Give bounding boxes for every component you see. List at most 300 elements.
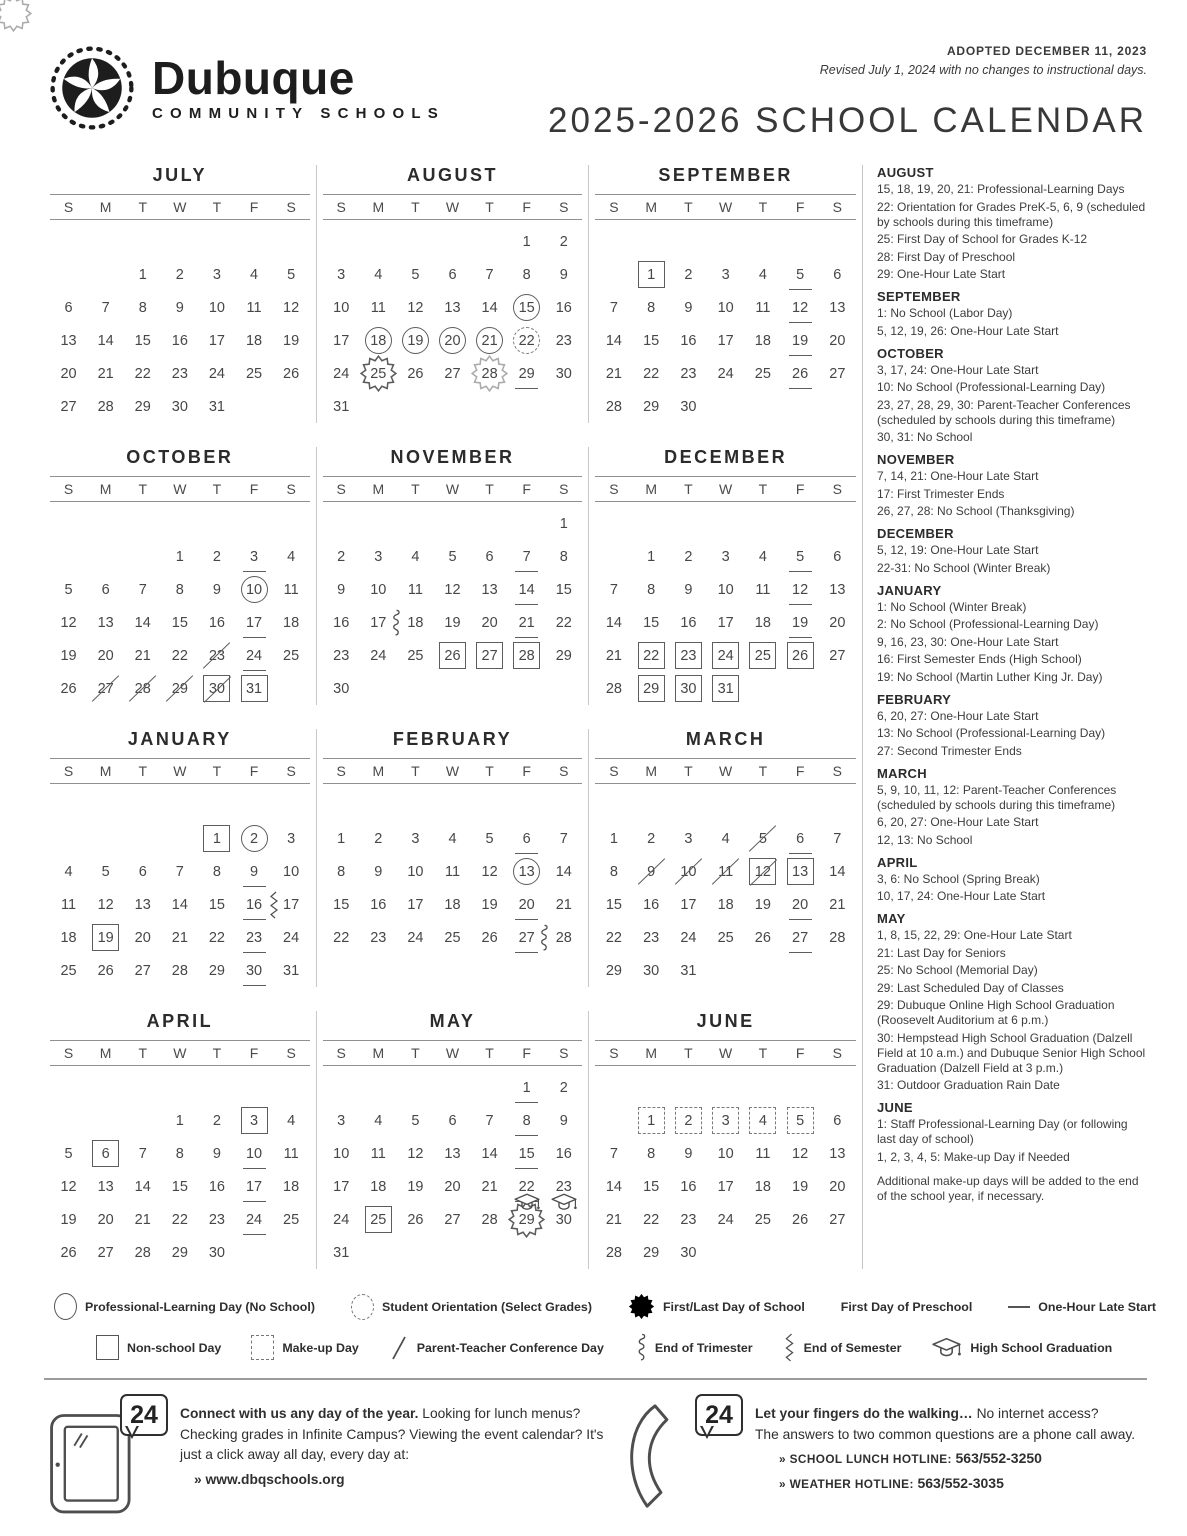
day [787, 294, 814, 321]
day [365, 609, 392, 636]
legend [44, 1293, 1157, 1362]
day [513, 1074, 540, 1101]
dow-label: S [832, 481, 843, 497]
day-cell [670, 888, 707, 921]
day-number: 10 [370, 581, 387, 598]
day-number: 22 [208, 929, 225, 946]
day-cell [323, 1170, 360, 1203]
day [638, 327, 665, 354]
events-list [877, 165, 1147, 1165]
day-cell [50, 1203, 87, 1236]
day-cell [434, 921, 471, 954]
website-link[interactable]: » www.dbqschools.org [194, 1472, 345, 1488]
day-cell [235, 1236, 272, 1269]
day-cell [397, 357, 434, 390]
day-number: 28 [829, 929, 846, 946]
day-cell [273, 225, 310, 258]
day [241, 1140, 268, 1167]
day-number: 21 [97, 365, 114, 382]
legend-item [1008, 1300, 1156, 1314]
day [328, 1173, 355, 1200]
day-cell [471, 225, 508, 258]
day-number: 10 [407, 863, 424, 880]
day-cell [545, 1071, 582, 1104]
month-title: DECEMBER [664, 447, 788, 467]
day-cell [434, 1236, 471, 1269]
day-cell [198, 1236, 235, 1269]
day-cell [87, 1170, 124, 1203]
day [55, 360, 82, 387]
day-cell [471, 1236, 508, 1269]
sidebar-month-title: FEBRUARY [877, 691, 952, 707]
day [600, 924, 627, 951]
day-number: 29 [208, 962, 225, 979]
day-cell [434, 606, 471, 639]
day [513, 858, 540, 885]
day-number: 31 [717, 680, 734, 697]
month-title: AUGUST [406, 165, 498, 185]
day [166, 327, 193, 354]
day-number: 4 [64, 863, 73, 880]
district-logo [44, 40, 445, 136]
day-cell [819, 258, 856, 291]
day-number: 6 [448, 266, 457, 283]
day-cell [707, 324, 744, 357]
day-number: 26 [97, 962, 114, 979]
day-number: 17 [333, 332, 350, 349]
day-number: 8 [337, 863, 346, 880]
dow-label: T [684, 199, 693, 215]
day-cell [161, 888, 198, 921]
day-cell [471, 540, 508, 573]
legend-label: End of Semester [803, 1340, 902, 1355]
dow-row [50, 194, 310, 220]
day [600, 1206, 627, 1233]
sidebar-event: 6, 20, 27: One-Hour Late Start [877, 815, 1039, 829]
badge-24-phone: 24 [695, 1394, 743, 1436]
day-number: 12 [792, 581, 809, 598]
day-number: 13 [481, 581, 498, 598]
day-cell [273, 540, 310, 573]
day [824, 327, 851, 354]
day [203, 1206, 230, 1233]
day-cell [434, 1071, 471, 1104]
day-cell [782, 324, 819, 357]
day-number: 23 [245, 929, 263, 946]
day-cell [782, 507, 819, 540]
day-number: 16 [208, 1178, 225, 1195]
day-cell [633, 1236, 670, 1269]
month-title: MARCH [685, 729, 766, 749]
day-cell [545, 258, 582, 291]
day-cell [508, 606, 545, 639]
day-number: 21 [605, 647, 622, 664]
day-cell [50, 855, 87, 888]
day [278, 1173, 305, 1200]
dow-label: W [173, 1045, 187, 1061]
day [241, 642, 268, 669]
day-cell [633, 789, 670, 822]
day-cell [434, 822, 471, 855]
day [166, 924, 193, 951]
day-number: 17 [245, 1178, 263, 1195]
day-number: 29 [555, 647, 572, 664]
dow-row [323, 758, 583, 784]
day [749, 825, 776, 852]
day-number: 19 [407, 1178, 424, 1195]
day [365, 543, 392, 570]
day [402, 924, 429, 951]
day [365, 1140, 392, 1167]
day-number: 12 [481, 863, 498, 880]
day [600, 891, 627, 918]
day-number: 18 [370, 332, 387, 349]
day [92, 576, 119, 603]
day-cell [782, 573, 819, 606]
month-october [44, 447, 317, 705]
day-cell [161, 921, 198, 954]
day-cell [744, 507, 781, 540]
day [712, 327, 739, 354]
day [241, 609, 268, 636]
day [712, 1107, 739, 1134]
day [203, 393, 230, 420]
day-cell [707, 639, 744, 672]
day-cell [545, 507, 582, 540]
day-cell [707, 357, 744, 390]
day [712, 891, 739, 918]
dow-label: M [645, 481, 658, 497]
day-number: 19 [481, 896, 498, 913]
hotline [755, 1473, 1135, 1495]
day-number: 15 [171, 614, 188, 631]
day-number: 28 [134, 680, 151, 697]
day [328, 858, 355, 885]
day-cell [595, 954, 632, 987]
day [638, 825, 665, 852]
day-cell [397, 1104, 434, 1137]
day-number: 21 [481, 1178, 498, 1195]
day-cell [397, 822, 434, 855]
day-cell [87, 540, 124, 573]
day-cell [198, 1170, 235, 1203]
month-title: JULY [152, 165, 207, 185]
day-number: 21 [171, 929, 188, 946]
dow-label: W [173, 199, 187, 215]
dow-label: T [212, 1045, 222, 1061]
day [92, 1173, 119, 1200]
day-cell [235, 789, 272, 822]
day [439, 294, 466, 321]
dow-label: F [522, 763, 531, 779]
day-number: 4 [287, 1112, 296, 1129]
day-cell [235, 1104, 272, 1137]
day-cell [124, 1104, 161, 1137]
day-number: 20 [60, 365, 77, 382]
day [203, 1107, 230, 1134]
day-number: 17 [717, 332, 734, 349]
day [166, 294, 193, 321]
day-cell [744, 606, 781, 639]
hotline-number: 563/552-3035 [917, 1475, 1004, 1492]
dow-label: M [645, 763, 658, 779]
day-cell [87, 1137, 124, 1170]
sidebar-event: 7, 14, 21: One-Hour Late Start [877, 469, 1039, 483]
day-cell [161, 507, 198, 540]
day-cell [198, 258, 235, 291]
day-cell [87, 1071, 124, 1104]
day-number: 16 [555, 299, 572, 316]
day [55, 327, 82, 354]
day-cell [782, 1203, 819, 1236]
day-cell [124, 855, 161, 888]
day [675, 543, 702, 570]
day [638, 609, 665, 636]
day-cell [360, 954, 397, 987]
day-cell [633, 573, 670, 606]
sidebar-month-section [877, 289, 1147, 339]
day-cell [323, 225, 360, 258]
day-number: 25 [717, 929, 734, 946]
day-cell [471, 357, 508, 390]
month-september [589, 165, 862, 423]
day-cell [87, 789, 124, 822]
day-number: 7 [138, 1145, 147, 1162]
day-cell [508, 921, 545, 954]
day-cell [273, 1170, 310, 1203]
day-number: 6 [101, 1145, 110, 1162]
day [675, 1107, 702, 1134]
day-cell [50, 225, 87, 258]
footer [44, 1398, 1147, 1525]
day-number: 19 [444, 614, 461, 631]
day-cell [161, 357, 198, 390]
day-cell [235, 1203, 272, 1236]
day-cell [124, 639, 161, 672]
day-number: 4 [758, 548, 767, 565]
day-number: 26 [754, 929, 771, 946]
day [749, 609, 776, 636]
day-cell [744, 225, 781, 258]
dow-label: T [411, 763, 420, 779]
day [749, 327, 776, 354]
day [402, 1206, 429, 1233]
day-cell [670, 1170, 707, 1203]
day [476, 642, 503, 669]
day-cell [819, 822, 856, 855]
day [402, 1173, 429, 1200]
day [166, 360, 193, 387]
sidebar-month-section [877, 165, 1147, 282]
day [638, 1206, 665, 1233]
dow-label: F [795, 1045, 805, 1061]
day-cell [744, 921, 781, 954]
day-cell [360, 357, 397, 390]
day-number: 1 [609, 830, 618, 847]
preschool-star-icon [0, 0, 32, 32]
day-cell [595, 258, 632, 291]
day [328, 261, 355, 288]
day [203, 642, 230, 669]
day-cell [508, 1236, 545, 1269]
day-cell [235, 1170, 272, 1203]
day-cell [707, 921, 744, 954]
day-number: 21 [605, 365, 622, 382]
day-number: 19 [60, 1211, 77, 1228]
day-cell [198, 822, 235, 855]
day-number: 21 [555, 896, 572, 913]
day-number: 11 [61, 896, 77, 913]
day-cell [595, 672, 632, 705]
dow-label: W [445, 763, 460, 779]
day-number: 11 [755, 1145, 771, 1162]
day-cell [434, 1203, 471, 1236]
make-up-day-icon [251, 1335, 274, 1360]
day-cell [633, 291, 670, 324]
day [476, 576, 503, 603]
day-cell [360, 225, 397, 258]
day-cell [397, 1170, 434, 1203]
day-cell [434, 672, 471, 705]
day-number: 16 [555, 1145, 572, 1162]
day-cell [545, 573, 582, 606]
day-cell [434, 357, 471, 390]
day-cell [707, 1170, 744, 1203]
day [600, 642, 627, 669]
day [824, 1173, 851, 1200]
day-number: 10 [717, 299, 734, 316]
month-august [317, 165, 590, 423]
day-cell [595, 639, 632, 672]
day [675, 261, 702, 288]
day [203, 1239, 230, 1266]
day [787, 642, 814, 669]
day [166, 576, 193, 603]
day-cell [633, 1170, 670, 1203]
day-cell [508, 573, 545, 606]
legend-label: First/Last Day of School [662, 1299, 805, 1314]
day-cell [707, 954, 744, 987]
day-number: 9 [647, 863, 656, 880]
day-number: 31 [680, 962, 697, 979]
hotline [755, 1448, 1135, 1470]
dow-row [50, 758, 310, 784]
sidebar-event: 22-31: No School (Winter Break) [877, 560, 1051, 575]
day [129, 675, 156, 702]
day-cell [124, 606, 161, 639]
sidebar-event: 19: No School (Martin Luther King Jr. Day) [877, 669, 1103, 684]
day [513, 825, 540, 852]
day-cell [707, 1071, 744, 1104]
legend-label: End of Trimester [654, 1340, 753, 1355]
day-cell [633, 1203, 670, 1236]
day [278, 957, 305, 984]
day-cell [471, 1203, 508, 1236]
day-cell [273, 357, 310, 390]
legend-label: Professional-Learning Day (No School) [85, 1299, 315, 1314]
sidebar-month-title: AUGUST [877, 165, 934, 180]
day-number: 7 [485, 1112, 494, 1129]
day-cell [471, 1104, 508, 1137]
day-cell [50, 639, 87, 672]
day-number: 22 [643, 647, 660, 664]
day-number: 9 [684, 581, 693, 598]
day-cell [124, 324, 161, 357]
day-number: 18 [754, 614, 771, 631]
day-number: 23 [680, 647, 697, 664]
day-cell [595, 573, 632, 606]
day-cell [397, 540, 434, 573]
day-cell [87, 258, 124, 291]
dow-label: S [832, 1045, 843, 1061]
day-cell [124, 921, 161, 954]
day-cell [595, 357, 632, 390]
day [513, 327, 540, 354]
day-cell [744, 324, 781, 357]
day-cell [633, 672, 670, 705]
day-cell [707, 789, 744, 822]
sidebar-event: 6, 20, 27: One-Hour Late Start [877, 708, 1039, 723]
legend-item [634, 1333, 753, 1362]
day-cell [633, 921, 670, 954]
day-number: 23 [208, 647, 225, 664]
day-number: 2 [175, 266, 184, 283]
day-cell [471, 1071, 508, 1104]
day-cell [360, 888, 397, 921]
day [787, 1173, 814, 1200]
day-cell [819, 507, 856, 540]
day-cell [707, 1137, 744, 1170]
dow-label: W [445, 1045, 460, 1061]
dow-label: S [286, 481, 296, 497]
day-cell [360, 1104, 397, 1137]
day [824, 609, 851, 636]
dow-label: M [372, 763, 385, 779]
day [439, 543, 466, 570]
day-number: 11 [718, 863, 734, 880]
day-cell [471, 672, 508, 705]
day [55, 393, 82, 420]
day-number: 14 [171, 896, 188, 913]
dow-label: S [609, 1045, 619, 1061]
day-cell [471, 1137, 508, 1170]
sidebar-event: 9, 16, 23, 30: One-Hour Late Start [877, 634, 1059, 649]
day-cell [323, 573, 360, 606]
day [513, 360, 540, 387]
day-cell [545, 606, 582, 639]
day [550, 510, 577, 537]
day [92, 1239, 119, 1266]
day-cell [707, 672, 744, 705]
day-cell [545, 954, 582, 987]
day [166, 1107, 193, 1134]
day-cell [782, 225, 819, 258]
day-cell [87, 507, 124, 540]
day [129, 609, 156, 636]
day-cell [819, 954, 856, 987]
day-number: 12 [444, 581, 461, 598]
day [600, 858, 627, 885]
dow-label: M [99, 481, 112, 497]
day-cell [360, 822, 397, 855]
day-cell [782, 606, 819, 639]
sidebar-event: 3, 17, 24: One-Hour Late Start [877, 362, 1039, 377]
day [365, 1107, 392, 1134]
day-cell [633, 324, 670, 357]
day [550, 609, 577, 636]
day-number: 29 [643, 398, 660, 415]
day-number: 7 [138, 581, 147, 598]
